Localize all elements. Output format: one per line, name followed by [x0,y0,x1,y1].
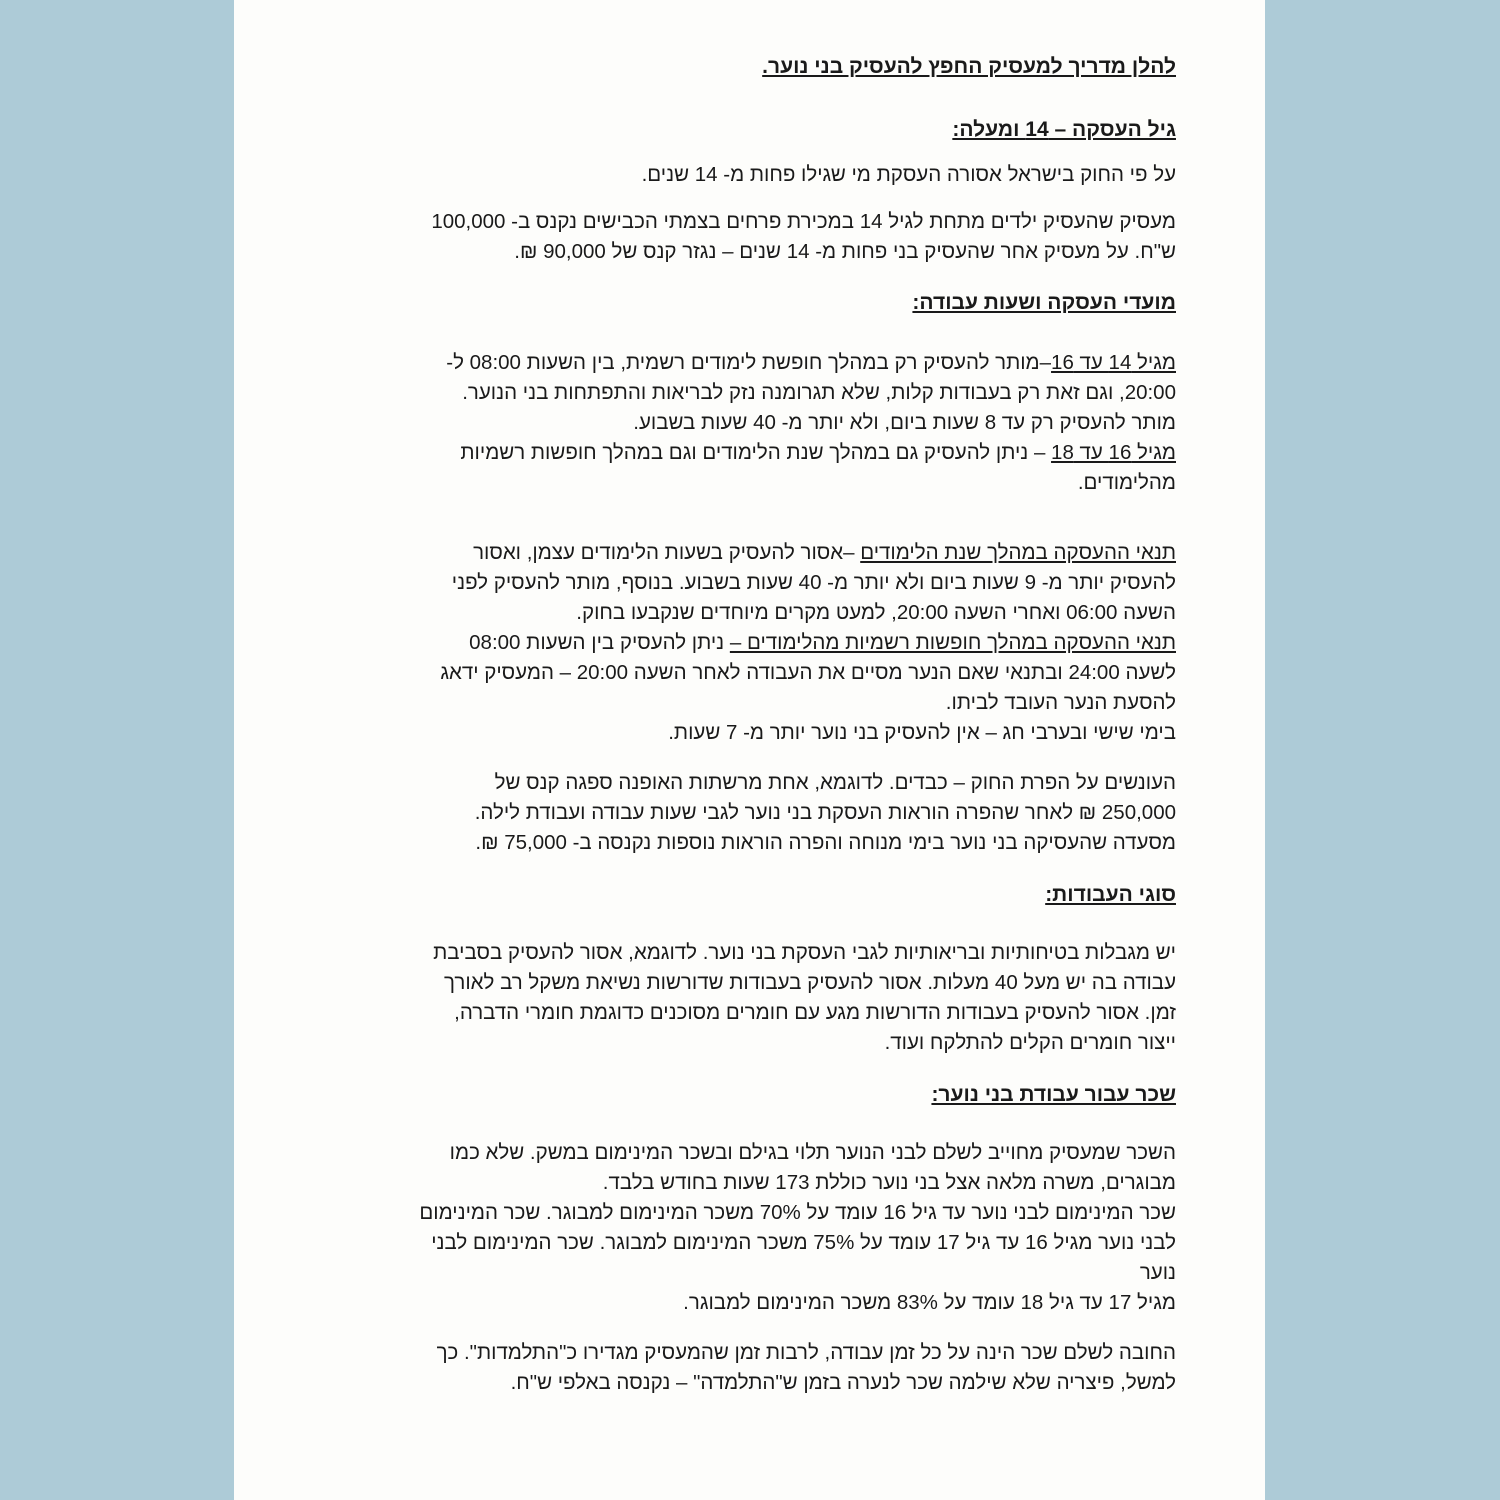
heading-employment-age: גיל העסקה – 14 ומעלה: [952,118,1176,141]
text-line: זמן. אסור להעסיק בעבודות הדורשות מגע עם חומרים מסוכנים כדוגמת חומרי הדברה, [454,1001,1176,1024]
text-line: ניתן להעסיק בין השעות 08:00 [469,631,730,654]
text-line: נוער [1139,1261,1176,1284]
paragraph-apprenticeship [344,1338,1176,1398]
text-line: מעסיק שהעסיק ילדים מתחת לגיל 14 במכירת פרחים בצמתי הכבישים נקנס ב- 100,000 [431,210,1176,233]
text-line: למשל, פיצריה שלא שילמה שכר לנערה בזמן ש"התלמדה" – נקנסה באלפי ש"ח. [510,1371,1176,1394]
text-line: יש מגבלות בטיחותיות ובריאותיות לגבי העסקת בני נוער. לדוגמא, אסור להעסיק בסביבת [433,941,1176,964]
text-line: על פי החוק בישראל אסורה העסקת מי שגילו פחות מ- 14 שנים. [641,163,1176,186]
paragraph-law-min-age [344,160,1176,190]
text-line: – ניתן להעסיק גם במהלך שנת הלימודים וגם במהלך חופשות רשמיות [460,441,1052,464]
text-line: להסעת הנער העובד לביתו. [945,691,1176,714]
text-line: ייצור חומרים הקלים להתלקח ועוד. [884,1031,1176,1054]
text-line: העונשים על הפרת החוק – כבדים. לדוגמא, אחת מרשתות האופנה ספגה קנס של [494,771,1176,794]
paragraph-fines-under-14 [344,207,1176,267]
document-title: להלן מדריך למעסיק החפץ להעסיק בני נוער. [762,55,1176,78]
vacation-label: תנאי ההעסקה במהלך חופשות רשמיות מהלימודים – [729,631,1176,654]
paragraph-penalties [344,768,1176,858]
heading-youth-wages: שכר עבור עבודת בני נוער: [931,1083,1176,1106]
text-line: בימי שישי ובערבי חג – אין להעסיק בני נוער יותר מ- 7 שעות. [668,721,1176,744]
text-line: מסעדה שהעסיקה בני נוער בימי מנוחה והפרה הוראות נוספות נקנסה ב- 75,000 ₪. [475,831,1176,854]
text-line: מהלימודים. [1077,471,1176,494]
text-line: מותר להעסיק רק עד 8 שעות ביום, ולא יותר מ- 40 שעות בשבוע. [633,411,1176,434]
text-line: מגיל 17 עד גיל 18 עומד על 83% משכר המינימום למבוגר. [683,1291,1176,1314]
text-line: 20:00, וגם זאת רק בעבודות קלות, שלא תגרומנה נזק לבריאות והתפתחות בני הנוער. [462,381,1176,404]
document-page [234,0,1265,1500]
text-line: 250,000 ₪ לאחר שהפרה הוראות העסקת בני נוער לגבי שעות עבודה ועבודת לילה. [474,801,1176,824]
text-line: –מותר להעסיק רק במהלך חופשת לימודים רשמית, בין השעות 08:00 ל- [446,351,1052,374]
text-line: השכר שמעסיק מחוייב לשלם לבני הנוער תלוי בגילם ובשכר המינימום במשק. שלא כמו [449,1141,1176,1164]
text-line: לבני נוער מגיל 16 עד גיל 17 עומד על 75% משכר המינימום למבוגר. שכר המינימום לבני [431,1231,1176,1254]
school-year-label: תנאי ההעסקה במהלך שנת הלימודים [860,541,1176,564]
age-14-16-label: מגיל 14 עד 16 [1051,351,1176,374]
text-line: להעסיק יותר מ- 9 שעות ביום ולא יותר מ- 40 שעות בשבוע. בנוסף, מותר להעסיק לפני [451,571,1176,594]
text-line: ש"ח. על מעסיק אחר שהעסיק בני פחות מ- 14 שנים – נגזר קנס של 90,000 ₪. [514,240,1176,263]
heading-job-types: סוגי העבודות: [1045,883,1176,906]
text-line: עבודה בה יש מעל 40 מעלות. אסור להעסיק בעבודות שדורשות נשיאת משקל רב לאורך [444,971,1176,994]
heading-employment-hours: מועדי העסקה ושעות עבודה: [912,291,1176,314]
age-16-18-label: מגיל 16 עד 18 [1051,441,1176,464]
text-line: שכר המינימום לבני נוער עד גיל 16 עומד על 70% משכר המינימום למבוגר. שכר המינימום [419,1201,1176,1224]
paragraph-wages [344,1138,1176,1318]
text-line: –אסור להעסיק בשעות הלימודים עצמן, ואסור [473,541,861,564]
paragraph-job-restrictions [344,938,1176,1058]
paragraph-school-year-conditions [344,538,1176,748]
text-line: החובה לשלם שכר הינה על כל זמן עבודה, לרבות זמן שהמעסיק מגדירו כ"התלמדות". כך [436,1341,1176,1364]
text-line: מבוגרים, משרה מלאה אצל בני נוער כוללת 173 שעות בחודש בלבד. [602,1171,1176,1194]
text-line: השעה 06:00 ואחרי השעה 20:00, למעט מקרים מיוחדים שנקבעו בחוק. [576,601,1176,624]
text-line: לשעה 24:00 ובתנאי שאם הנער מסיים את העבודה לאחר השעה 20:00 – המעסיק ידאג [440,661,1176,684]
paragraph-age-14-16 [344,348,1176,498]
